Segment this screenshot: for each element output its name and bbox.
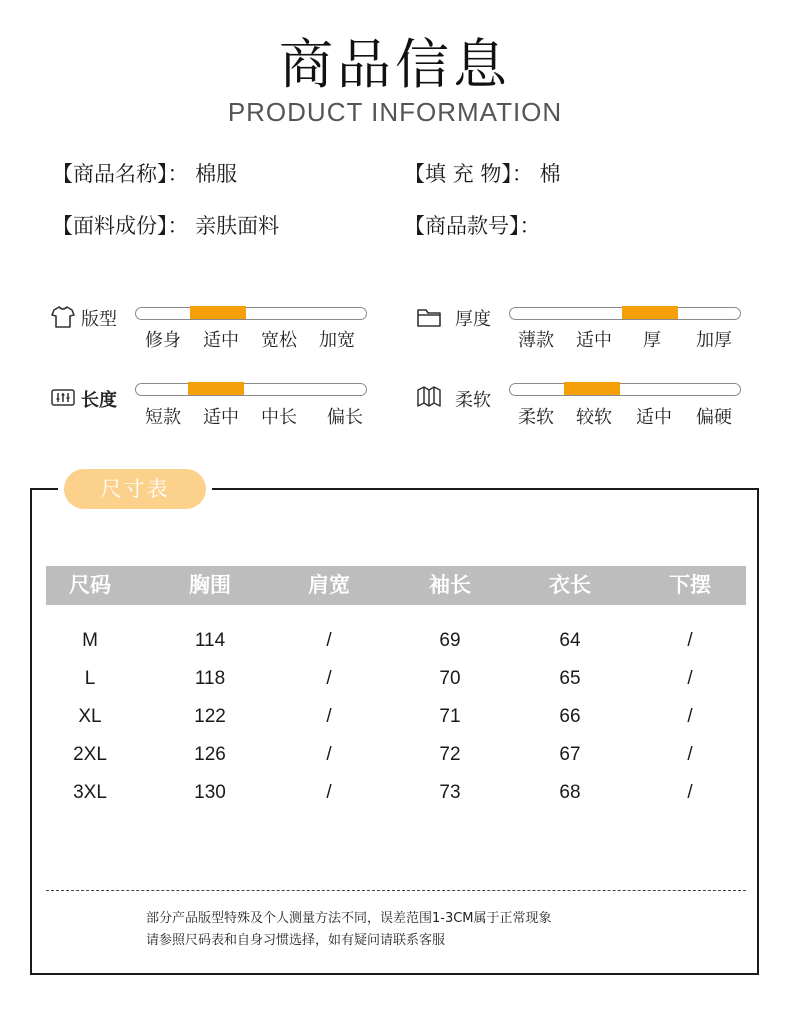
- tshirt-icon: [50, 304, 76, 330]
- table-cell: /: [687, 782, 693, 803]
- table-cell: /: [326, 630, 332, 651]
- column-header-size: 尺码: [69, 573, 111, 597]
- table-cell: 73: [439, 782, 461, 803]
- table-cell: L: [84, 668, 96, 689]
- table-cell: 72: [439, 744, 461, 765]
- fit-scale-indicator: [190, 306, 246, 319]
- size-table-tag: 尺寸表: [64, 469, 206, 509]
- table-cell: 114: [194, 630, 226, 651]
- table-cell: /: [687, 744, 693, 765]
- attr-label-softness: 柔软: [455, 390, 491, 411]
- table-row: [0, 782, 790, 808]
- folder-icon: [416, 304, 442, 330]
- info-product-name: 【商品名称】： 棉服: [52, 162, 238, 186]
- info-filling: 【填 充 物】： 棉: [404, 162, 561, 186]
- softness-scale-indicator: [564, 382, 620, 395]
- thickness-scale-option: 厚: [643, 330, 661, 351]
- fit-scale-option: 适中: [203, 330, 239, 351]
- thickness-scale-option: 加厚: [696, 330, 732, 351]
- table-cell: /: [687, 668, 693, 689]
- table-cell: /: [326, 782, 332, 803]
- softness-scale-option: 偏硬: [696, 407, 732, 428]
- length-scale-option: 短款: [145, 407, 181, 428]
- column-header-shoulder: 肩宽: [308, 573, 350, 597]
- length-scale-option: 中长: [261, 407, 297, 428]
- table-row: [0, 630, 790, 656]
- table-cell: 122: [194, 706, 226, 727]
- info-model-number: 【商品款号】：: [404, 214, 541, 238]
- length-scale-track: [135, 383, 367, 396]
- thickness-scale-option: 薄款: [518, 330, 554, 351]
- fit-scale-option: 修身: [145, 330, 181, 351]
- fit-scale-track: [135, 307, 367, 320]
- column-header-length: 衣长: [549, 573, 591, 597]
- fit-scale-option: 加宽: [319, 330, 355, 351]
- table-cell: 67: [559, 744, 581, 765]
- table-cell: M: [82, 630, 98, 651]
- page-subtitle: PRODUCT INFORMATION: [227, 97, 563, 127]
- table-cell: 71: [439, 706, 461, 727]
- table-cell: 69: [439, 630, 461, 651]
- table-cell: 66: [559, 706, 581, 727]
- table-cell: /: [326, 744, 332, 765]
- column-header-hem: 下摆: [669, 573, 711, 597]
- attr-label-length: 长度: [81, 390, 117, 411]
- column-header-chest: 胸围: [189, 573, 231, 597]
- table-cell: 65: [559, 668, 581, 689]
- table-cell: 126: [194, 744, 226, 765]
- attr-label-fit: 版型: [81, 309, 117, 330]
- table-cell: 70: [439, 668, 461, 689]
- table-cell: /: [326, 706, 332, 727]
- softness-icon: [416, 384, 442, 410]
- table-cell: 64: [559, 630, 581, 651]
- table-cell: 130: [194, 782, 226, 803]
- table-cell: 2XL: [73, 744, 107, 765]
- dashed-divider: [46, 890, 746, 891]
- length-scale-indicator: [188, 382, 244, 395]
- softness-scale-option: 较软: [576, 407, 612, 428]
- size-note-line-1: 部分产品版型特殊及个人测量方法不同，误差范围1-3CM属于正常现象: [146, 911, 552, 926]
- length-scale-option: 偏长: [327, 407, 363, 428]
- table-cell: XL: [78, 706, 102, 727]
- thickness-scale-indicator: [622, 306, 678, 319]
- softness-scale-option: 适中: [636, 407, 672, 428]
- table-row: [0, 668, 790, 694]
- softness-scale-option: 柔软: [518, 407, 554, 428]
- table-row: [0, 744, 790, 770]
- thickness-scale-option: 适中: [576, 330, 612, 351]
- length-scale-option: 适中: [203, 407, 239, 428]
- table-cell: 118: [194, 668, 226, 689]
- length-icon: [50, 385, 76, 411]
- page-title: 商品信息: [279, 33, 511, 96]
- table-cell: /: [687, 630, 693, 651]
- info-fabric: 【面料成份】： 亲肤面料: [52, 214, 280, 238]
- attr-label-thickness: 厚度: [455, 309, 491, 330]
- table-cell: /: [326, 668, 332, 689]
- table-row: [0, 706, 790, 732]
- table-cell: 3XL: [73, 782, 107, 803]
- size-note-line-2: 请参照尺码表和自身习惯选择，如有疑问请联系客服: [146, 933, 446, 948]
- column-header-sleeve: 袖长: [429, 573, 471, 597]
- fit-scale-option: 宽松: [261, 330, 297, 351]
- table-cell: /: [687, 706, 693, 727]
- table-cell: 68: [559, 782, 581, 803]
- softness-scale-track: [509, 383, 741, 396]
